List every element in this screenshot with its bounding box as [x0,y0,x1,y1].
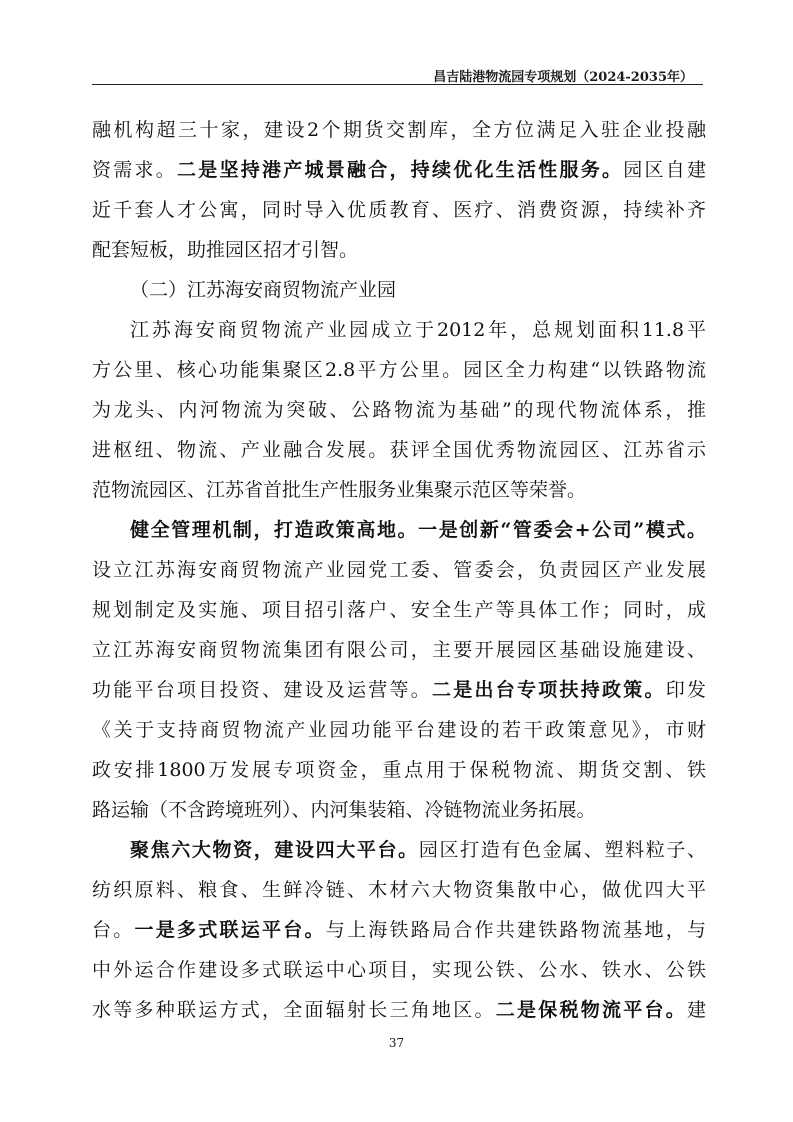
text-line [92,350,706,390]
bold-text: 一是多式联运平台。 [134,919,326,941]
text-line [92,230,706,270]
text-run: 印发 [665,679,706,701]
text-line [92,750,706,790]
text-line [92,670,706,710]
text-line [92,790,706,830]
text-run: 规划制定及实施、项目招引落户、安全生产等具体工作；同时，成 [92,599,706,621]
page-number: 37 [388,1036,405,1050]
text-line [92,510,706,550]
bold-text: 聚焦六大物资，建设四大平台。 [130,839,419,861]
text-run: 政安排1800万发展专项资金，重点用于保税物流、期货交割、铁 [92,759,706,781]
text-line [92,110,706,150]
text-run: 路运输（不含跨境班列）、内河集装箱、冷链物流业务拓展。 [92,799,596,821]
text-line [92,710,706,750]
text-line [92,470,706,510]
text-run: 园区打造有色金属、塑料粒子、 [418,839,706,861]
text-run: 方公里、核心功能集聚区2.8平方公里。园区全力构建“以铁路物流 [92,359,706,381]
text-line [92,870,706,910]
text-run: 配套短板，助推园区招才引智。 [92,239,359,261]
text-run: 中外运合作建设多式联运中心项目，实现公铁、公水、铁水、公铁 [92,959,706,981]
text-line [92,910,706,950]
bold-text: 二是出台专项扶持政策。 [431,679,666,701]
text-run: 范物流园区、江苏省首批生产性服务业集聚示范区等荣誉。 [92,479,587,501]
text-line [92,830,706,870]
text-line [92,150,706,190]
text-run: 台。 [92,919,135,941]
bold-text: 二是保税物流平台。 [495,999,687,1021]
text-line [92,390,706,430]
text-line [92,590,706,630]
running-header [92,56,703,85]
text-run: 融机构超三十家，建设2个期货交割库，全方位满足入驻企业投融 [92,119,706,141]
header-title: 昌吉陆港物流园专项规划（2024-2035年） [433,70,693,85]
text-run: 功能平台项目投资、建设及运营等。 [92,679,432,701]
text-run: 园区自建 [623,159,706,181]
body-text [92,110,706,1030]
text-run: 进枢纽、物流、产业融合发展。获评全国优秀物流园区、江苏省示 [92,439,706,461]
text-run: 江苏海安商贸物流产业园成立于2012年，总规划面积11.8平 [130,319,706,341]
bold-text: 健全管理机制，打造政策高地。一是创新“管委会+公司”模式。 [130,519,706,541]
text-line [92,430,706,470]
bold-text: 二是坚持港产城景融合，持续优化生活性服务。 [177,159,624,181]
text-run: 《关于支持商贸物流产业园功能平台建设的若干政策意见》，市财 [92,719,706,741]
text-run: （二）江苏海安商贸物流产业园 [130,279,397,301]
text-run: 建 [686,999,706,1021]
text-line [92,270,706,310]
text-run: 近千套人才公寓，同时导入优质教育、医疗、消费资源，持续补齐 [92,199,706,221]
text-run: 水等多种联运方式，全面辐射长三角地区。 [92,999,496,1021]
text-line [92,990,706,1030]
text-line [92,190,706,230]
text-line [92,310,706,350]
text-run: 设立江苏海安商贸物流产业园党工委、管委会，负责园区产业发展 [92,559,706,581]
text-line [92,950,706,990]
text-run: 资需求。 [92,159,177,181]
text-run: 立江苏海安商贸物流集团有限公司，主要开展园区基础设施建设、 [92,639,706,661]
text-run: 与上海铁路局合作共建铁路物流基地，与 [325,919,706,941]
text-line [92,630,706,670]
text-run: 纺织原料、粮食、生鲜冷链、木材六大物资集散中心，做优四大平 [92,879,706,901]
text-line [92,550,706,590]
text-run: 为龙头、内河物流为突破、公路物流为基础”的现代物流体系，推 [92,399,706,421]
